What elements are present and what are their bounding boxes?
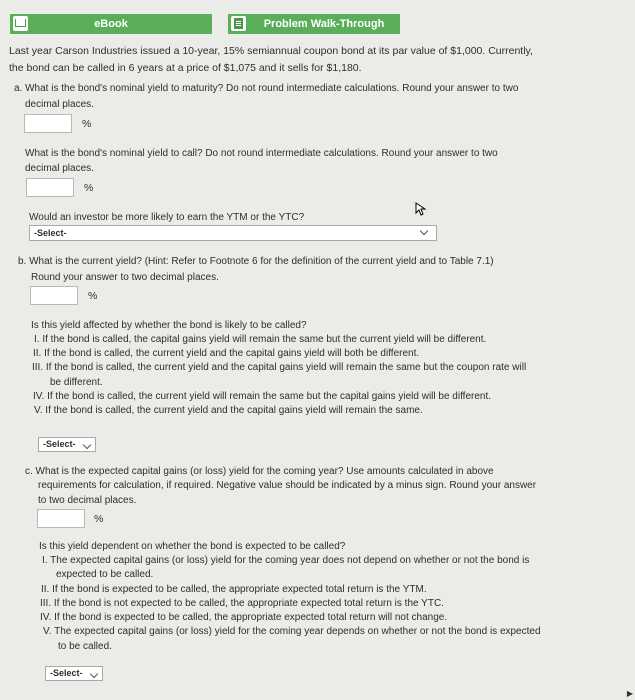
part-c-option-2: II. If the bond is expected to be called, the appropriate expected total return is the YTM.: [41, 584, 427, 595]
dependent-select-value: -Select-: [50, 668, 83, 678]
chevron-down-icon: [90, 670, 98, 678]
scroll-right-icon[interactable]: ▶: [626, 689, 633, 698]
intro-line-2: the bond can be called in 6 years at a price of $1,075 and it sells for $1,180.: [9, 62, 362, 74]
part-a-question-3: Would an investor be more likely to earn the YTM or the YTC?: [29, 212, 305, 223]
part-b-option-4: IV. If the bond is called, the current yield will remain the same but the capital gains yield will be different.: [33, 391, 492, 402]
ytm-ytc-select[interactable]: [29, 225, 437, 241]
part-c-option-4: IV. If the bond is expected to be called, the appropriate expected total return will not change.: [40, 612, 448, 623]
part-b-option-1: I. If the bond is called, the capital gains yield will remain the same but the current yield will be different.: [34, 334, 487, 345]
ytc-input[interactable]: [26, 178, 74, 197]
part-c-question-1-cont: requirements for calculation, if required. Negative value should be indicated by a minus sign. Round your answer: [38, 480, 537, 491]
dependent-select[interactable]: [45, 666, 103, 681]
part-c-question-1: c. What is the expected capital gains (or loss) yield for the coming year? Use amounts calculated in above: [25, 466, 494, 477]
part-a-question-2: What is the bond's nominal yield to call? Do not round intermediate calculations. Round your answer to two: [25, 148, 498, 159]
percent-sign: %: [94, 513, 104, 525]
walkthrough-tab-label: Problem Walk-Through: [263, 18, 385, 30]
part-b-option-5: V. If the bond is called, the current yield and the capital gains yield will remain the same.: [34, 405, 423, 416]
intro-line-1: Last year Carson Industries issued a 10-year, 15% semiannual coupon bond at its par value of $1,000. Currently,: [9, 45, 533, 57]
part-b-option-2: II. If the bond is called, the current yield and the capital gains yield will both be different.: [33, 348, 420, 359]
part-c-option-1-cont: expected to be called.: [56, 569, 154, 580]
part-c-option-1: I. The expected capital gains (or loss) yield for the coming year does not depend on whether or not the bond is: [42, 555, 530, 566]
top-tab-bar: [0, 0, 635, 42]
chevron-down-icon: [83, 441, 91, 449]
part-b-option-3-cont: be different.: [50, 377, 103, 388]
ebook-tab[interactable]: [10, 14, 212, 34]
chevron-down-icon: [420, 227, 428, 235]
ebook-tab-label: eBook: [94, 18, 128, 30]
part-b-question-1: b. What is the current yield? (Hint: Refer to Footnote 6 for the definition of the current yield and to Table 7.1): [18, 256, 494, 267]
part-c-question-2: Is this yield dependent on whether the bond is expected to be called?: [39, 541, 346, 552]
call-affect-select-value: -Select-: [43, 439, 76, 449]
walkthrough-tab[interactable]: [228, 14, 400, 34]
part-b-question-1-cont: Round your answer to two decimal places.: [31, 272, 219, 283]
percent-sign: %: [88, 290, 98, 302]
percent-sign: %: [84, 182, 94, 194]
part-a-question-2-cont: decimal places.: [25, 163, 94, 174]
part-a-question-1-cont: decimal places.: [25, 99, 94, 110]
part-c-option-5-cont: to be called.: [58, 641, 112, 652]
part-c-question-1-cont2: to two decimal places.: [38, 495, 137, 506]
capital-gains-input[interactable]: [37, 509, 85, 528]
part-c-option-5: V. The expected capital gains (or loss) yield for the coming year depends on whether or not the bond is expected: [43, 626, 541, 637]
ytm-input[interactable]: [24, 114, 72, 133]
part-b-question-2: Is this yield affected by whether the bond is likely to be called?: [31, 320, 307, 331]
ytm-ytc-select-value: -Select-: [34, 228, 67, 238]
percent-sign: %: [82, 118, 92, 130]
call-affect-select[interactable]: [38, 437, 96, 452]
part-a-question-1: a. What is the bond's nominal yield to maturity? Do not round intermediate calculations. Round your answer to two: [14, 83, 519, 94]
part-c-option-3: III. If the bond is not expected to be called, the appropriate expected total return is the YTC.: [40, 598, 444, 609]
mouse-cursor-icon: [414, 202, 428, 216]
document-icon: [231, 16, 246, 31]
current-yield-input[interactable]: [30, 286, 78, 305]
part-b-option-3: III. If the bond is called, the current yield and the capital gains yield will remain the same but the coupon rate will: [32, 362, 527, 373]
